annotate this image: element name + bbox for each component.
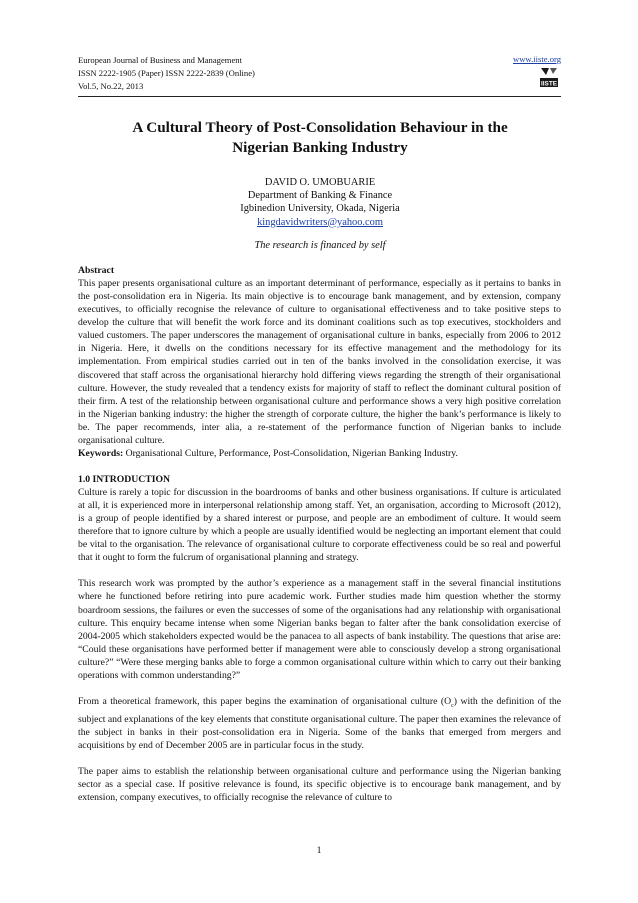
title-line-2: Nigerian Banking Industry [232, 139, 408, 156]
abstract-heading: Abstract [78, 265, 115, 276]
keywords-text: Organisational Culture, Performance, Post-Consolidation, Nigerian Banking Industry. [125, 447, 458, 459]
abstract-text: This paper presents organisational culture as an important determinant of performance, especially as it pertains to banks in the post-consolidation era in Nigeria. Its main objective is to encourage bank management, and by extension, company executives, to officially recognise the relevance of culture to organisational effectiveness and to take positive steps to develop the culture that will benefit the work force and its dominant coalitions such as top executives, stockholders and valued customers. The paper underscores the management of organisational culture in banks, especially from 2006 to 2012 in Nigeria. Here, it dwells on the conditions necessary for its effective management and the methodology for its implementation. From empirical studies carried out in ten of the banks involved in the consolidation exercise, it was discovered that staff across the organisational hierarchy hold differing views regarding the strength of their organisational culture. However, the study revealed that a tendency exists for majority of staff to reflect the dominant cultural position of their firm. A test of the relationship between organisational culture and performance shows a very high positive correlation in the Nigerian banking industry: the higher the strength of corporate culture, the higher the bank’s performance is likely to be. The paper recommends, inter alia, a re-statement of the performance function of Nigerian banks to include organisational culture. [78, 278, 561, 446]
iiste-logo [538, 66, 560, 90]
funding-note: The research is financed by self [254, 239, 386, 251]
author-department: Department of Banking & Finance [247, 190, 393, 202]
journal-volume: Vol.5, No.22, 2013 [78, 81, 144, 91]
logo-text: IISTE [541, 80, 557, 88]
introduction-heading: 1.0 INTRODUCTION [78, 473, 171, 485]
intro-p3-subscript: c [451, 702, 454, 709]
intro-paragraph-2: This research work was prompted by the author’s experience as a management staff in the several financial institutions where he functioned before retiring into pure academic work. Further studies made him question whether the stormy boardroom sessions, the failures or even the successes of some of the organisations had any relationship with organisational culture. This enquiry became intense when some Nigerian banks began to falter after the bank consolidation exercise of 2004-2005 which stakeholders expected would be the panacea to all aspects of bank instability. The questions that arise are: “Could these organisations have performed better if management were able to consciously develop a strong organisational culture?” “Were these merging banks able to forge a common organisational culture within which to carry out their banking operations with common understanding?” [78, 578, 561, 681]
author-name: DAVID O. UMOBUARIE [264, 177, 376, 188]
intro-paragraph-4: The paper aims to establish the relationship between organisational culture and performance using the Nigerian banking sector as a special case. If positive relevance is found, its specific objective is to encourage bank management, and by extension, company executives, to officially recognise the relevance of culture to [78, 766, 561, 804]
intro-paragraph-1: Culture is rarely a topic for discussion in the boardrooms of banks and other business organisations. If culture is articulated at all, it is experienced more in interpersonal relationship among staff. Yet, an organisation, according to Microsoft (2012), is a group of people identified by a shared interest or purpose, and people are an embodiment of culture. It would seem therefore that to ignore culture by which a people are usually identified would be neglecting an important element that could be vital to the organisation. The relevance of organisational culture to corporate effectiveness could be so real and powerful that it ought to form the fulcrum of organisational planning and strategy. [78, 487, 561, 564]
header-rule [78, 96, 561, 97]
author-email-link[interactable]: kingdavidwriters@yahoo.com [257, 216, 383, 228]
intro-p3-part-a: From a theoretical framework, this paper begins the examination of organisational culture (O [78, 695, 452, 707]
journal-header [78, 54, 255, 93]
journal-name: European Journal of Business and Management [78, 55, 242, 65]
title-line-1: A Cultural Theory of Post-Consolidation Behaviour in the [132, 119, 508, 136]
keywords-label: Keywords: [78, 447, 124, 459]
page-number: 1 [316, 845, 322, 856]
journal-issn: ISSN 2222-1905 (Paper) ISSN 2222-2839 (Online) [78, 68, 255, 78]
author-block [80, 176, 560, 252]
journal-url-link[interactable]: www.iiste.org [513, 54, 561, 64]
intro-paragraph-3 [78, 695, 561, 752]
paper-body [78, 264, 561, 804]
author-university: Igbinedion University, Okada, Nigeria [240, 203, 400, 215]
paper-title [80, 118, 560, 158]
intro-p3-part-b: ) with the definition of the subject and explanations of the key elements that constitute organisational culture. The paper then examines the relevance of the subject in banks in their post-consolidation era in Nigeria. Some of the banks that emerged from mergers and acquisitions by end of December 2005 are in particular focus in the study. [78, 695, 561, 751]
keywords-line [78, 447, 561, 460]
